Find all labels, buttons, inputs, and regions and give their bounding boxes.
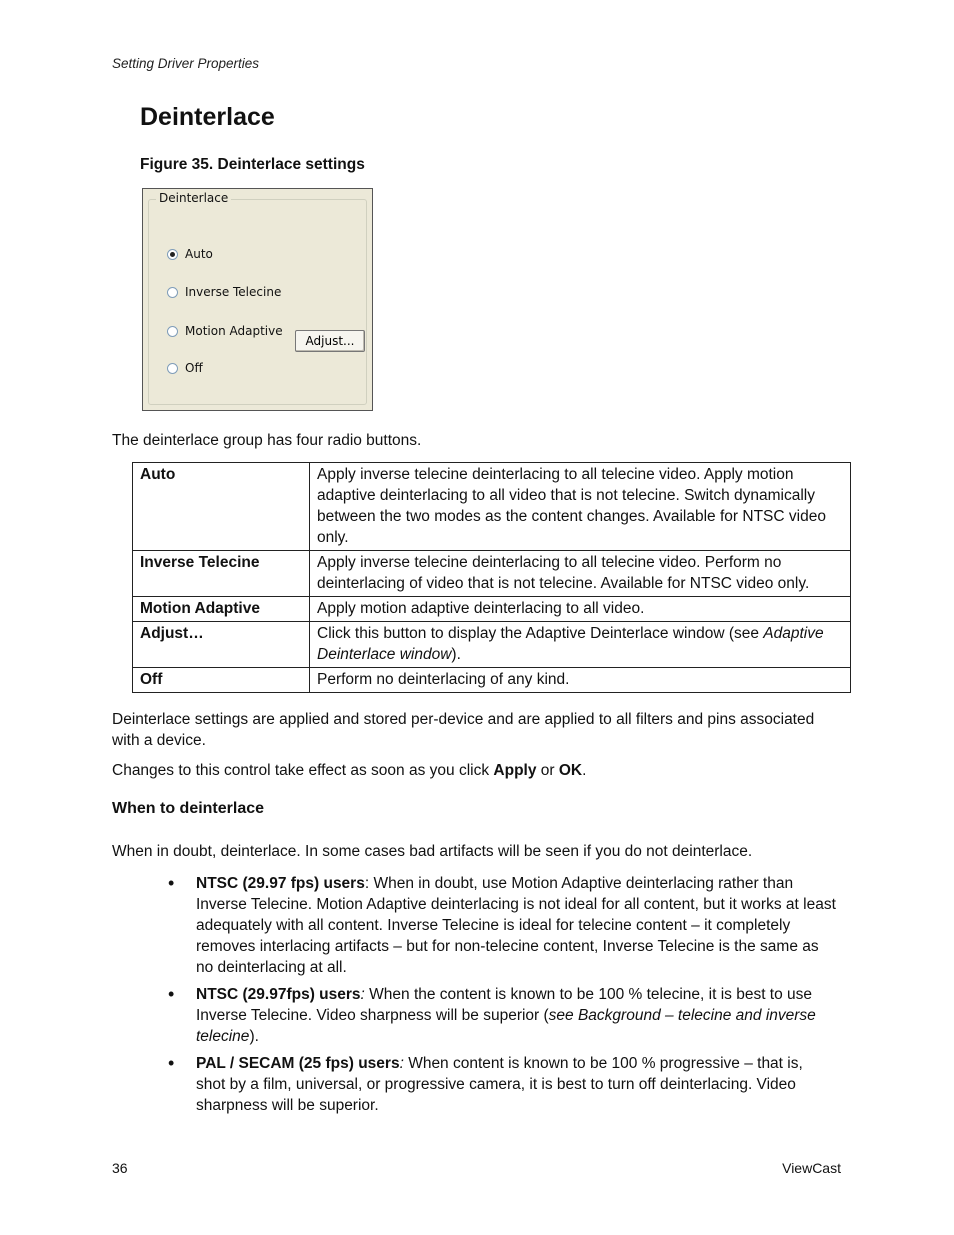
description-text: ). (451, 646, 461, 663)
bullet-lead: NTSC (29.97fps) users (196, 986, 361, 1003)
bullet-separator: : (399, 1055, 409, 1072)
bullet-text: When the content is known to be 100 % telecine, it is best to use Inverse Telecine. Video sharpness will be superior ( (196, 986, 813, 1024)
table-row (133, 668, 851, 693)
radio-inverse-telecine[interactable] (167, 282, 281, 302)
running-header: Setting Driver Properties (112, 56, 260, 71)
bullet-text: When in doubt, use Motion Adaptive deinterlacing rather than Inverse Telecine. Motion Adaptive deinterlacing is not ideal for all content, but it works at least adequately with all content. Inverse Telecine is ideal for telecine content – it completely removes interlacing artifacts – but for non-telecine content, Inverse Telecine is the same as no deinterlacing at all. (196, 875, 836, 976)
bullet-lead: PAL / SECAM (25 fps) users (196, 1055, 400, 1072)
radio-definitions-table (132, 462, 851, 693)
list-item (196, 873, 836, 978)
deinterlace-groupbox (148, 191, 367, 405)
adjust-button[interactable]: Adjust... (295, 330, 365, 352)
table-row (133, 551, 851, 597)
term-cell: Motion Adaptive (133, 597, 310, 622)
ok-term: OK (558, 762, 583, 779)
cross-reference: see Background – telecine and inverse telecine (196, 1007, 816, 1045)
radio-selected-icon (167, 249, 178, 260)
paragraph-text: or (536, 762, 559, 779)
description-cell (310, 622, 851, 668)
table-row (133, 597, 851, 622)
term-cell: Inverse Telecine (133, 551, 310, 597)
changes-paragraph (112, 760, 842, 781)
figure-caption: Figure 35. Deinterlace settings (140, 156, 365, 173)
bullet-separator: : (360, 986, 370, 1003)
radio-auto[interactable] (167, 244, 213, 264)
intro-paragraph: The deinterlace group has four radio buttons. (112, 432, 422, 449)
paragraph-text: Changes to this control take effect as soon as you click (112, 762, 494, 779)
radio-label: Off (185, 361, 203, 375)
description-cell: Apply inverse telecine deinterlacing to all telecine video. Apply motion adaptive deinterlacing to all video that is not telecine. Switch dynamically between the two modes as the content changes. Available for NTSC video only. (310, 463, 851, 551)
table-row (133, 463, 851, 551)
list-item (196, 984, 836, 1047)
bullet-text: ). (249, 1028, 259, 1045)
deinterlace-settings-screenshot (142, 188, 373, 411)
section-intro: When in doubt, deinterlace. In some cases bad artifacts will be seen if you do not deinterlace. (112, 843, 753, 860)
bullet-text: When content is known to be 100 % progressive – that is, shot by a film, universal, or progressive camera, it is best to turn off deinterlacing. Video sharpness will be superior. (196, 1055, 803, 1114)
bullet-lead: NTSC (29.97 fps) users (196, 875, 365, 892)
description-cell: Perform no deinterlacing of any kind. (310, 668, 851, 693)
term-cell: Off (133, 668, 310, 693)
paragraph-text: . (582, 762, 587, 779)
radio-label: Inverse Telecine (185, 285, 282, 299)
groupbox-label: Deinterlace (156, 191, 231, 205)
bullet-separator: : (364, 875, 374, 892)
radio-unselected-icon (167, 326, 178, 337)
term-cell: Auto (133, 463, 310, 551)
radio-label: Auto (185, 247, 213, 261)
description-text: Click this button to display the Adaptive Deinterlace window (see (317, 625, 764, 642)
radio-unselected-icon (167, 287, 178, 298)
section-heading: When to deinterlace (112, 800, 265, 817)
radio-off[interactable] (167, 358, 203, 378)
apply-term: Apply (493, 762, 537, 779)
radio-motion-adaptive[interactable] (167, 321, 283, 341)
page-title: Deinterlace (140, 103, 275, 131)
description-cell: Apply motion adaptive deinterlacing to all video. (310, 597, 851, 622)
list-item (196, 1053, 836, 1116)
table-row (133, 622, 851, 668)
storage-paragraph: Deinterlace settings are applied and stored per-device and are applied to all filters and pins associated with a device. (112, 711, 815, 749)
radio-label: Motion Adaptive (185, 324, 283, 338)
bullet-list (196, 873, 836, 1122)
page-number: 36 (112, 1160, 128, 1176)
radio-unselected-icon (167, 363, 178, 374)
term-cell: Adjust… (133, 622, 310, 668)
cross-reference: Adaptive Deinterlace window (317, 625, 824, 663)
footer-brand: ViewCast (782, 1160, 841, 1176)
description-cell: Apply inverse telecine deinterlacing to all telecine video. Perform no deinterlacing of video that is not telecine. Available for NTSC video only. (310, 551, 851, 597)
